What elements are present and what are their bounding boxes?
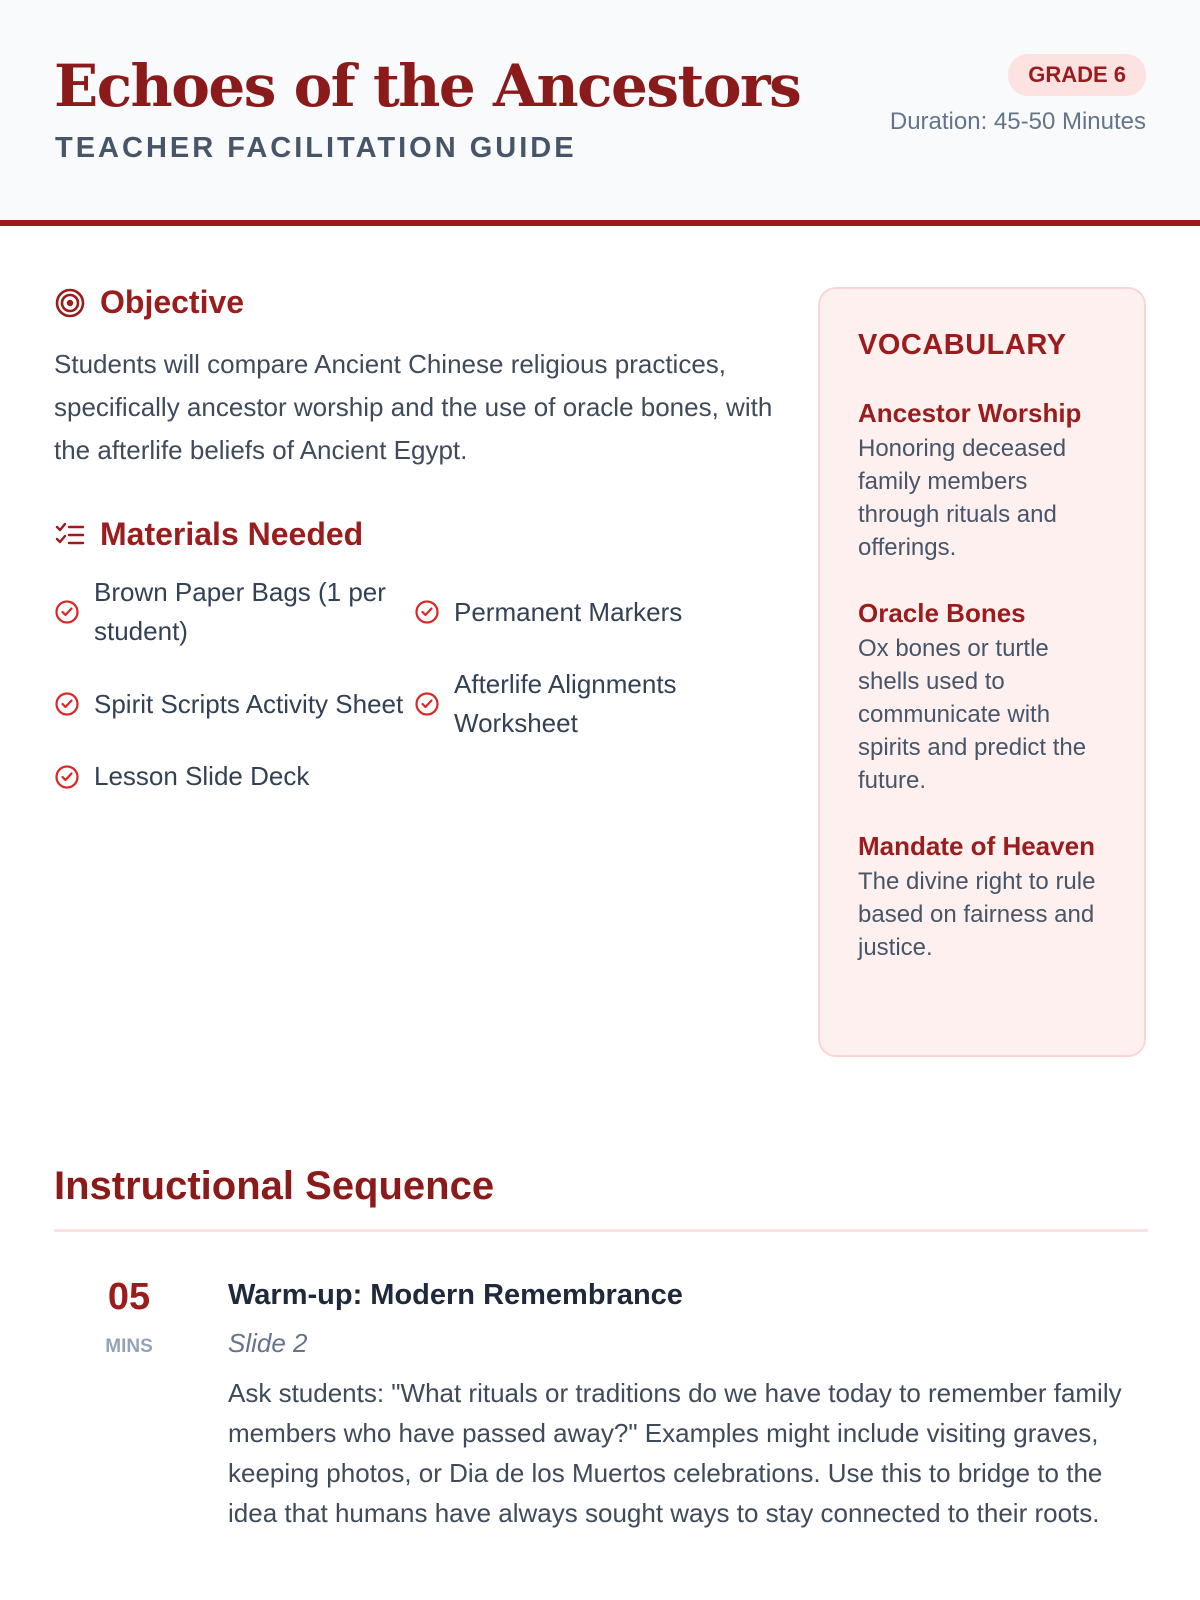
list-item bbox=[414, 573, 774, 651]
check-circle-icon bbox=[54, 764, 80, 790]
step-slide-ref: Slide 2 bbox=[228, 1328, 308, 1358]
material-label: Lesson Slide Deck bbox=[94, 761, 310, 791]
vocab-definition: Honoring deceased family members through rituals and offerings. bbox=[858, 435, 1067, 561]
check-circle-icon bbox=[414, 599, 440, 625]
objective-text: Students will compare Ancient Chinese religious practices, specifically ancestor worship and the use of oracle bones, with the afterlife beliefs of Ancient Egypt. bbox=[54, 349, 773, 465]
duration-label: Duration: 45-50 Minutes bbox=[889, 108, 1146, 135]
step-minutes-unit: MINS bbox=[105, 1336, 153, 1357]
list-item bbox=[54, 573, 414, 651]
page-subtitle: TEACHER FACILITATION GUIDE bbox=[55, 132, 577, 164]
vocabulary-panel bbox=[818, 287, 1146, 1057]
vocab-term: Ancestor Worship bbox=[858, 398, 1082, 428]
page-title: Echoes of the Ancestors bbox=[54, 52, 801, 120]
material-label: Afterlife Alignments Worksheet bbox=[454, 669, 677, 738]
step-description: Ask students: "What rituals or traditions do we have today to remember family members who have passed away?" Examples might include visiting graves, keeping photos, or Dia de los Muertos celebrations. Use this to bridge to the idea that humans have always sought ways to stay connected to their roots. bbox=[228, 1378, 1122, 1528]
checklist-icon bbox=[54, 519, 86, 551]
list-item bbox=[54, 665, 414, 743]
target-icon bbox=[54, 287, 86, 319]
material-label: Brown Paper Bags (1 per student) bbox=[94, 577, 386, 646]
step-title: Warm-up: Modern Remembrance bbox=[228, 1279, 683, 1311]
materials-list bbox=[54, 573, 774, 796]
vocab-entry bbox=[858, 594, 1106, 797]
check-circle-icon bbox=[54, 691, 80, 717]
objective-heading bbox=[54, 284, 774, 321]
check-circle-icon bbox=[414, 691, 440, 717]
sequence-heading: Instructional Sequence bbox=[54, 1164, 1148, 1232]
vocab-term: Oracle Bones bbox=[858, 598, 1026, 628]
material-label: Permanent Markers bbox=[454, 596, 683, 627]
grade-badge: GRADE 6 bbox=[1008, 54, 1146, 96]
step-minutes: 05 bbox=[107, 1276, 151, 1318]
vocab-definition: Ox bones or turtle shells used to communicate with spirits and predict the future. bbox=[858, 635, 1087, 794]
step-duration bbox=[94, 1274, 164, 1358]
page-header bbox=[0, 0, 1200, 226]
vocab-definition: The divine right to rule based on fairness and justice. bbox=[858, 868, 1096, 961]
check-circle-icon bbox=[54, 599, 80, 625]
list-item bbox=[414, 665, 774, 743]
materials-heading-label: Materials Needed bbox=[100, 516, 364, 552]
main-column bbox=[54, 284, 774, 796]
list-item bbox=[54, 757, 414, 796]
vocab-entry bbox=[858, 827, 1106, 964]
material-label: Spirit Scripts Activity Sheet bbox=[94, 688, 404, 719]
vocab-term: Mandate of Heaven bbox=[858, 831, 1095, 861]
vocabulary-heading: VOCABULARY bbox=[858, 329, 1067, 361]
objective-heading-label: Objective bbox=[100, 284, 245, 320]
step-body bbox=[228, 1274, 1148, 1533]
vocab-entry bbox=[858, 394, 1106, 564]
materials-heading bbox=[54, 516, 774, 553]
